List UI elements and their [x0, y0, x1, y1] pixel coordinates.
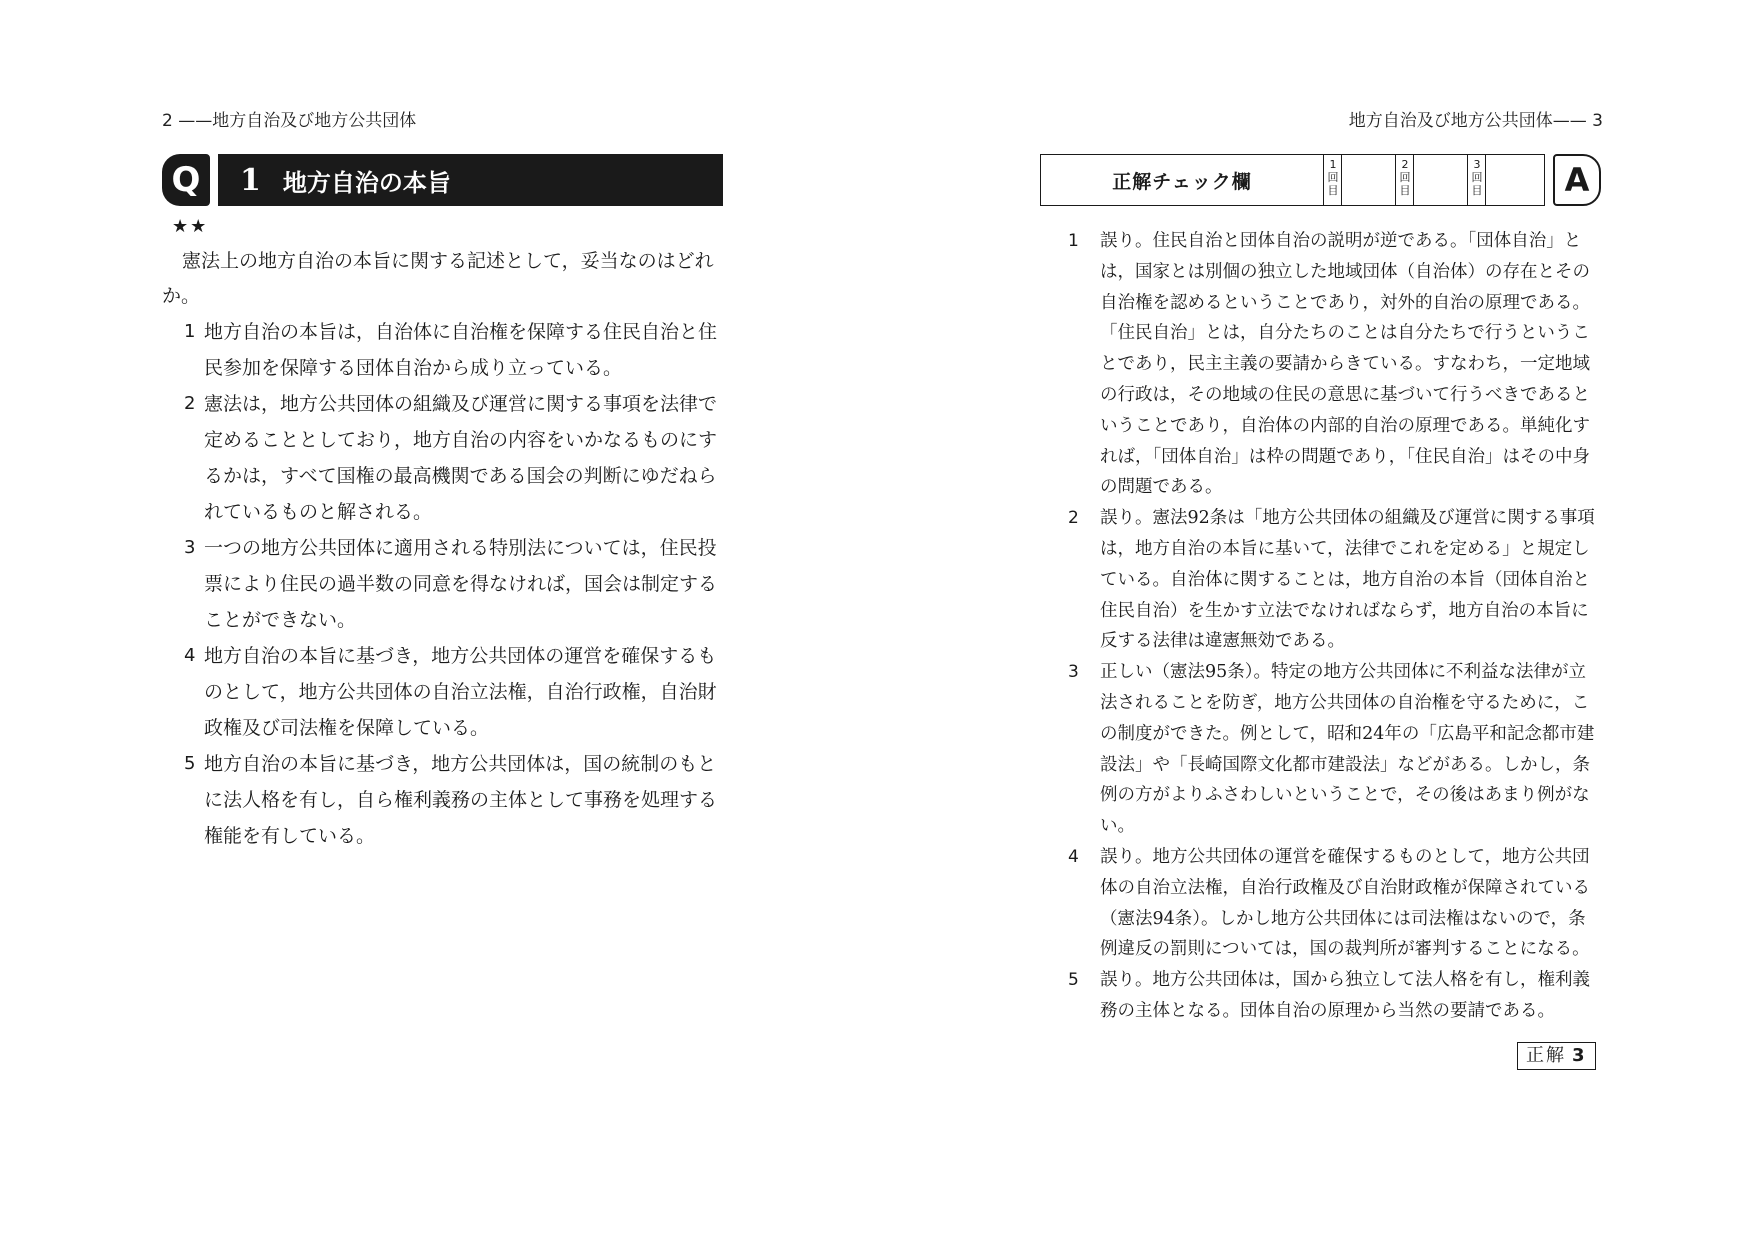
answer-text: 誤り。住民自治と団体自治の説明が逆である。「団体自治」とは，国家とは別個の独立した地域団体（自治体）の存在とその自治権を認めるということであり，対外的自治の原理である。「住民自治」とは，自分たちのことは自分たちで行うということであり，民主主義の要請からきている。すなわち，一定地域の行政は，その地域の住民の意思に基づいて行うべきであるということであり，自治体の内部的自治の原理である。単純化すれば，「団体自治」は枠の問題であり，「住民自治」はその中身の問題である。	[1100, 231, 1590, 498]
answer-text: 誤り。地方公共団体の運営を確保するものとして，地方公共団体の自治立法権，自治行政権及び自治財政権が保障されている（憲法94条）。しかし地方公共団体には司法権はないので，条例違反の罰則については，国の裁判所が審判することになる。	[1100, 846, 1590, 960]
check-cell-label: 3回目	[1471, 158, 1483, 197]
running-head-left: 2 ——地方自治及び地方公共団体	[162, 111, 417, 131]
check-label: 正解チェック欄	[1112, 170, 1252, 193]
answer-number: 4	[1068, 846, 1079, 867]
answer-text: 正しい（憲法95条）。特定の地方公共団体に不利益な法律が立法されることを防ぎ，地方公共団体の自治権を守るために，この制度ができた。例として，昭和24年の「広島平和記念都市建設法」や「長崎国際文化都市建設法」などがある。しかし，条例の方がよりふさわしいということで，その後はあまり例がない。	[1100, 662, 1595, 837]
answer-check-box	[1040, 154, 1545, 206]
answer-text: 誤り。地方公共団体は，国から独立して法人格を有し，権利義務の主体となる。団体自治の原理から当然の要請である。	[1100, 970, 1590, 1021]
check-cell-label: 1回目	[1327, 158, 1339, 197]
answer-number: 3	[1068, 662, 1079, 683]
answer-list	[1068, 226, 1601, 1027]
answer-text: 誤り。憲法92条は「地方公共団体の組織及び運営に関する事項は，地方自治の本旨に基いて，法律でこれを定める」と規定している。自治体に関することは，地方自治の本旨（団体自治と住民自治）を生かす立法でなければならず，地方自治の本旨に反する法律は違憲無効である。	[1100, 508, 1595, 652]
choice-text: 憲法は，地方公共団体の組織及び運営に関する事項を法律で定めることとしており，地方自治の内容をいかなるものにするかは，すべて国権の最高機関である国会の判断にゆだねられているものと解される。	[204, 393, 718, 523]
check-cell-divider	[1413, 155, 1414, 205]
check-cell-1[interactable]	[1323, 155, 1395, 205]
check-cell-2[interactable]	[1395, 155, 1467, 205]
answer-item	[1068, 657, 1601, 842]
choice-list	[162, 314, 722, 854]
check-cell-3[interactable]	[1467, 155, 1539, 205]
answer-number: 1	[1068, 231, 1079, 251]
choice-item	[162, 314, 722, 386]
running-head-right: 地方自治及び地方公共団体—— 3	[1348, 111, 1603, 131]
check-cell-divider	[1485, 155, 1486, 205]
answer-item	[1068, 503, 1601, 657]
choice-text: 地方自治の本旨に基づき，地方公共団体の運営を確保するものとして，地方公共団体の自治立法権，自治行政権，自治財政権及び司法権を保障している。	[204, 645, 717, 739]
question-badge: Q	[162, 154, 210, 206]
choice-number: 4	[184, 645, 196, 666]
choice-text: 一つの地方公共団体に適用される特別法については，住民投票により住民の過半数の同意を得なければ，国会は制定することができない。	[204, 537, 718, 631]
question-number: 1	[240, 162, 261, 198]
correct-answer-box	[1517, 1042, 1596, 1070]
difficulty-stars: ★★	[172, 216, 209, 237]
answer-item	[1068, 226, 1601, 503]
answer-item	[1068, 842, 1601, 965]
correct-label: 正解	[1526, 1045, 1566, 1066]
answer-number: 5	[1068, 970, 1079, 991]
choice-number: 5	[184, 753, 196, 774]
answer-number: 2	[1068, 508, 1079, 529]
answer-item	[1068, 965, 1601, 1027]
answer-badge: A	[1553, 154, 1601, 206]
check-cell-divider	[1341, 155, 1342, 205]
choice-item	[162, 530, 722, 638]
choice-item	[162, 386, 722, 530]
choice-text: 地方自治の本旨は，自治体に自治権を保障する住民自治と住民参加を保障する団体自治から成り立っている。	[204, 321, 718, 379]
question-title-bar	[218, 154, 723, 206]
correct-value: 3	[1572, 1045, 1587, 1066]
choice-number: 2	[184, 393, 196, 414]
question-title: 地方自治の本旨	[282, 168, 451, 197]
choice-text: 地方自治の本旨に基づき，地方公共団体は，国の統制のもとに法人格を有し，自ら権利義務の主体として事務を処理する権能を有している。	[204, 753, 718, 847]
choice-number: 1	[184, 321, 196, 342]
question-stem: 憲法上の地方自治の本旨に関する記述として，妥当なのはどれか。	[162, 250, 714, 307]
check-cell-label: 2回目	[1399, 158, 1411, 197]
choice-item	[162, 638, 722, 746]
choice-number: 3	[184, 537, 196, 558]
choice-item	[162, 746, 722, 854]
